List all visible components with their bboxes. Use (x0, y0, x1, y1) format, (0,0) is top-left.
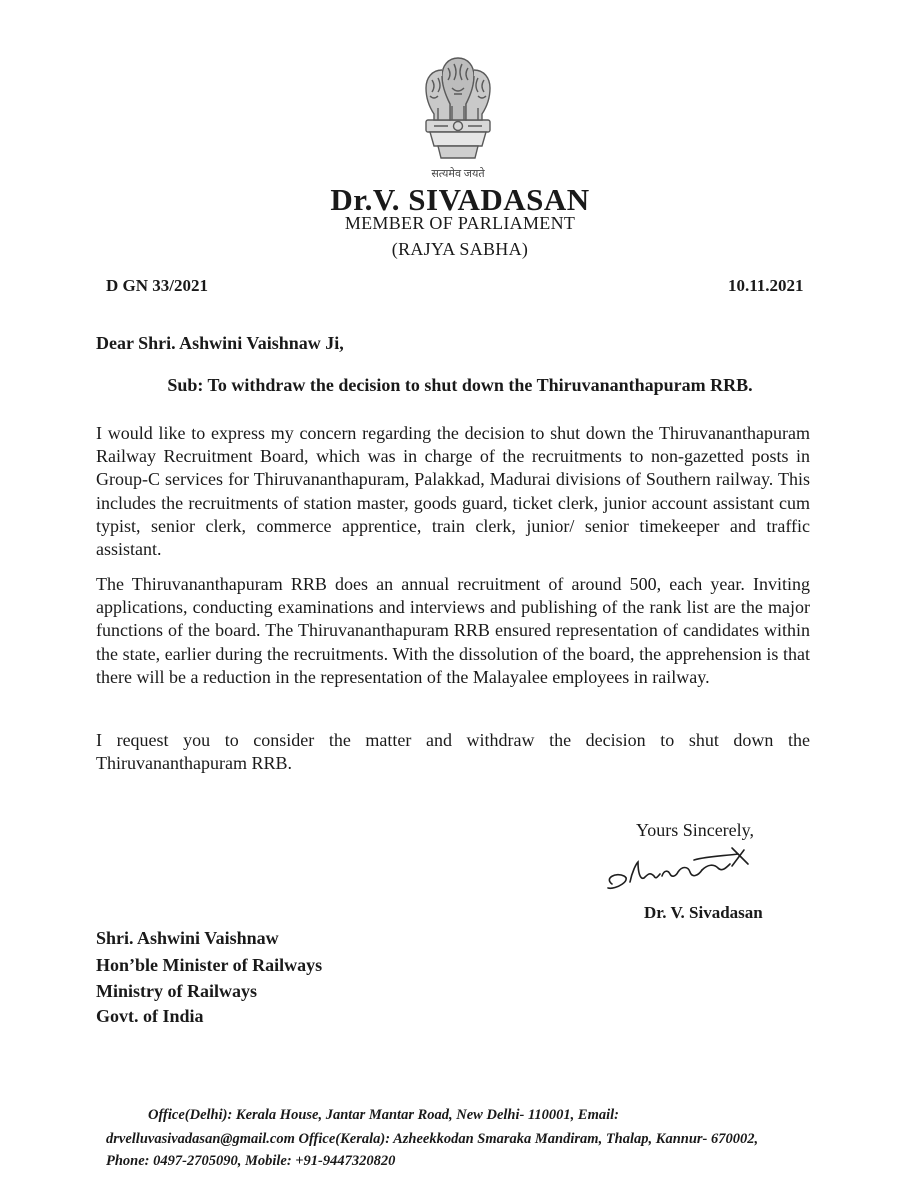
letterhead-position: MEMBER OF PARLIAMENT (344, 213, 576, 233)
footer-line: drvelluvasivadasan@gmail.com Office(Kerala): Azheekkodan Smaraka Mandiram, Thalap, Kannur- 670002, (106, 1131, 759, 1147)
addressee-line: Govt. of India (96, 1006, 204, 1026)
body-paragraph-3: I request you to consider the matter and withdraw the decision to shut down the Thiruvananthapuram RRB. (96, 730, 810, 774)
footer-line: Phone: 0497-2705090, Mobile: +91-9447320820 (106, 1153, 396, 1169)
body-paragraph-1: I would like to express my concern regarding the decision to shut down the Thiruvananthapuram Railway Recruitment Board, which was in charge of the recruitments to non-gazetted posts in Group-C services for Thiruvananthapuram, Palakkad, Madurai divisions of Southern railway. This includes the recruitments of station master, goods guard, ticket clerk, junior account assistant cum typist, senior clerk, commerce apprentice, train clerk, junior/ senior timekeeper and traffic assistant. (96, 423, 810, 560)
addressee-line: Hon’ble Minister of Railways (96, 955, 323, 975)
closing: Yours Sincerely, (636, 820, 755, 840)
letter-date: 10.11.2021 (728, 276, 804, 295)
letterhead-name: Dr.V. SIVADASAN (330, 182, 590, 217)
salutation: Dear Shri. Ashwini Vaishnaw Ji, (96, 333, 344, 353)
letterhead-house: (RAJYA SABHA) (391, 239, 529, 259)
body-paragraph-2: The Thiruvananthapuram RRB does an annual recruitment of around 500, each year. Inviting applications, conducting examinations and interviews and publishing of the rank list are the major functions of the board. The Thiruvananthapuram RRB ensured representation of candidates within the state, earlier during the recruitments. With the dissolution of the board, the apprehension is that there will be a reduction in the representation of the Malayalee employees in railway. (96, 574, 810, 687)
subject-line: Sub: To withdraw the decision to shut down the Thiruvananthapuram RRB. (167, 375, 753, 395)
reference-number: D GN 33/2021 (106, 276, 208, 295)
footer-line: Office(Delhi): Kerala House, Jantar Mantar Road, New Delhi- 110001, Email: (148, 1107, 619, 1123)
addressee-line: Shri. Ashwini Vaishnaw (96, 928, 279, 948)
addressee-line: Ministry of Railways (96, 981, 257, 1001)
emblem-motto: सत्यमेव जयते (431, 168, 485, 180)
signer-name: Dr. V. Sivadasan (644, 903, 763, 922)
national-emblem-icon (412, 48, 504, 166)
handwritten-signature (598, 842, 788, 898)
